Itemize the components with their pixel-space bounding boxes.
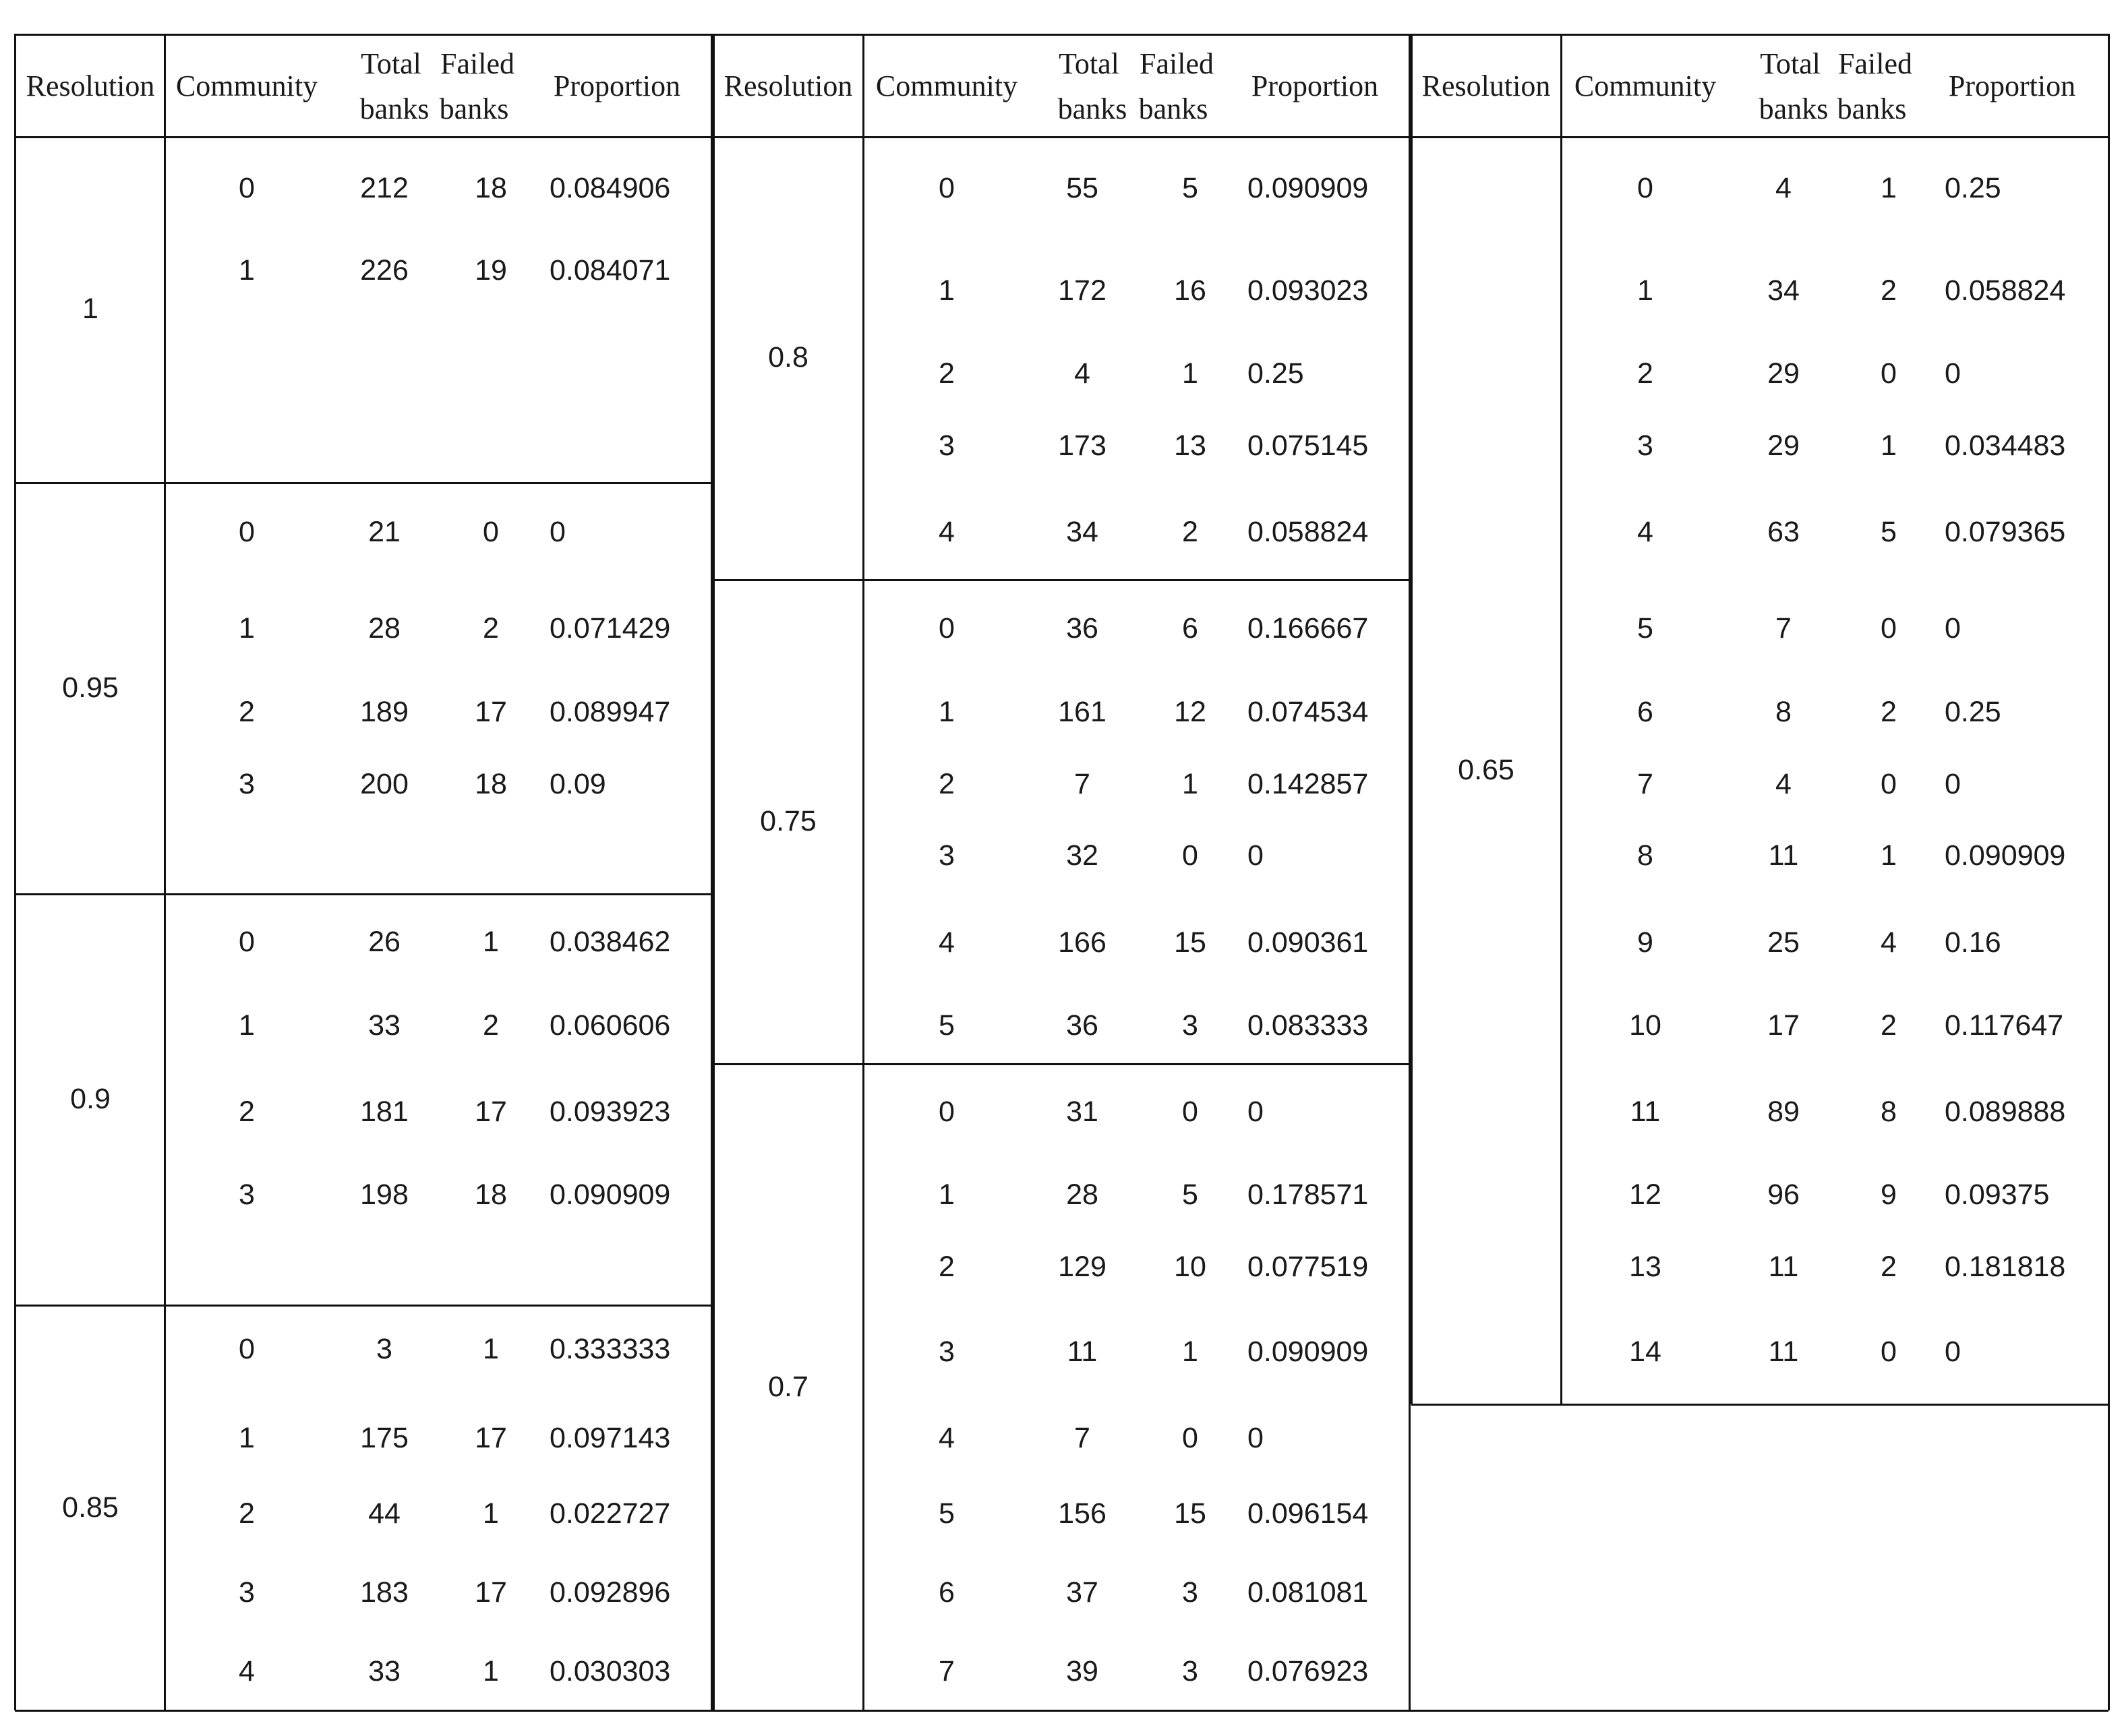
community-cell: 3 (239, 768, 255, 800)
proportion-cell: 0.022727 (550, 1497, 671, 1530)
proportion-cell: 0.058824 (1247, 516, 1369, 548)
proportion-cell: 0.333333 (550, 1333, 671, 1365)
community-cell: 0 (239, 926, 255, 958)
total-banks-cell: 4 (1074, 357, 1090, 390)
total-banks-cell: 8 (1775, 696, 1792, 728)
total-banks-cell: 166 (1058, 926, 1107, 959)
total-banks-cell: 11 (1067, 1336, 1098, 1368)
total-banks-cell: 55 (1066, 172, 1098, 204)
resolution-value: 0.75 (760, 805, 817, 837)
header-proportion: Proportion (1948, 69, 2076, 102)
proportion-cell: 0.090909 (1247, 1336, 1369, 1368)
failed-banks-cell: 1 (1881, 839, 1897, 872)
community-cell: 1 (239, 612, 255, 645)
total-banks-cell: 34 (1066, 516, 1098, 548)
community-cell: 3 (239, 1178, 255, 1211)
proportion-cell: 0.09375 (1945, 1178, 2050, 1211)
proportion-cell: 0.038462 (550, 926, 671, 958)
community-cell: 2 (939, 1251, 955, 1283)
proportion-cell: 0.076923 (1247, 1655, 1369, 1687)
header-rule (1411, 136, 2108, 138)
community-cell: 3 (239, 1576, 255, 1609)
failed-banks-cell: 1 (483, 1333, 499, 1365)
resolution-column-border (862, 34, 864, 1710)
total-banks-cell: 189 (360, 696, 409, 728)
failed-banks-cell: 5 (1182, 1178, 1198, 1211)
failed-banks-cell: 10 (1174, 1251, 1206, 1283)
community-cell: 0 (939, 172, 955, 204)
header-failed-line1: Failed (440, 47, 514, 80)
proportion-cell: 0.058824 (1945, 274, 2066, 307)
failed-banks-cell: 5 (1881, 516, 1897, 548)
proportion-cell: 0.166667 (1247, 612, 1369, 645)
total-banks-cell: 129 (1058, 1251, 1107, 1283)
header-failed-line2: banks (439, 92, 509, 125)
failed-banks-cell: 1 (483, 926, 499, 958)
failed-banks-cell: 0 (1881, 768, 1897, 800)
community-cell: 4 (939, 516, 955, 548)
total-banks-cell: 7 (1775, 612, 1792, 645)
failed-banks-cell: 1 (1881, 429, 1897, 462)
proportion-cell: 0.075145 (1247, 429, 1369, 462)
failed-banks-cell: 2 (483, 1009, 499, 1042)
total-banks-cell: 34 (1767, 274, 1800, 307)
community-cell: 5 (939, 1497, 955, 1530)
total-banks-cell: 36 (1066, 1009, 1098, 1042)
community-cell: 2 (239, 1497, 255, 1530)
total-banks-cell: 11 (1768, 1251, 1799, 1283)
community-cell: 6 (939, 1576, 955, 1609)
failed-banks-cell: 2 (1881, 274, 1897, 307)
failed-banks-cell: 0 (483, 516, 499, 548)
header-total-line1: Total (1059, 47, 1119, 80)
proportion-cell: 0.034483 (1945, 429, 2066, 462)
header-resolution: Resolution (724, 69, 853, 102)
total-banks-cell: 161 (1058, 696, 1107, 728)
header-community: Community (1574, 69, 1717, 102)
failed-banks-cell: 2 (1881, 696, 1897, 728)
header-proportion: Proportion (553, 69, 681, 102)
total-banks-cell: 7 (1074, 1422, 1090, 1454)
total-banks-cell: 36 (1066, 612, 1098, 645)
header-total-line2: banks (1759, 92, 1829, 125)
failed-banks-cell: 0 (1182, 1096, 1198, 1128)
community-cell: 2 (939, 357, 955, 390)
total-banks-cell: 3 (376, 1333, 392, 1365)
community-cell: 0 (239, 1333, 255, 1365)
total-banks-cell: 198 (360, 1178, 409, 1211)
community-cell: 0 (1637, 172, 1653, 204)
panel-bottom-rule (1411, 1404, 2108, 1406)
table-right-border (2108, 34, 2110, 1710)
total-banks-cell: 29 (1767, 429, 1800, 462)
community-cell: 1 (939, 696, 955, 728)
group-divider (713, 1063, 1409, 1065)
total-banks-cell: 4 (1775, 172, 1792, 204)
community-cell: 5 (1637, 612, 1653, 645)
proportion-cell: 0.16 (1945, 926, 2001, 959)
proportion-cell: 0 (550, 516, 566, 548)
failed-banks-cell: 3 (1182, 1009, 1198, 1042)
failed-banks-cell: 3 (1182, 1576, 1198, 1609)
failed-banks-cell: 17 (475, 696, 507, 728)
community-cell: 1 (939, 1178, 955, 1211)
total-banks-cell: 26 (368, 926, 401, 958)
proportion-cell: 0.090909 (1247, 172, 1369, 204)
failed-banks-cell: 5 (1182, 172, 1198, 204)
community-cell: 0 (239, 516, 255, 548)
proportion-cell: 0.074534 (1247, 696, 1369, 728)
community-cell: 4 (1637, 516, 1653, 548)
failed-banks-cell: 1 (483, 1497, 499, 1530)
header-rule (15, 136, 711, 138)
community-cell: 3 (939, 839, 955, 872)
failed-banks-cell: 0 (1881, 357, 1897, 390)
header-total-line1: Total (361, 47, 421, 80)
proportion-cell: 0.117647 (1945, 1009, 2064, 1042)
failed-banks-cell: 3 (1182, 1655, 1198, 1687)
community-cell: 12 (1629, 1178, 1661, 1211)
header-total-line2: banks (359, 92, 430, 125)
community-cell: 0 (239, 172, 255, 204)
header-total-line1: Total (1760, 47, 1821, 80)
header-failed-line2: banks (1837, 92, 1907, 125)
community-cell: 2 (239, 1096, 255, 1128)
resolution-value: 1 (82, 293, 98, 325)
resolution-column-border (164, 34, 166, 1710)
community-cell: 10 (1629, 1009, 1661, 1042)
total-banks-cell: 11 (1768, 1336, 1799, 1368)
proportion-cell: 0 (1945, 1336, 1961, 1368)
proportion-cell: 0.089947 (550, 696, 671, 728)
resolution-value: 0.9 (70, 1083, 111, 1115)
community-cell: 14 (1629, 1336, 1661, 1368)
header-failed-line2: banks (1138, 92, 1208, 125)
header-total-line2: banks (1057, 92, 1127, 125)
failed-banks-cell: 0 (1182, 839, 1198, 872)
community-cell: 0 (939, 1096, 955, 1128)
resolution-column-border (1560, 34, 1562, 1404)
group-divider (713, 579, 1409, 581)
failed-banks-cell: 1 (1881, 172, 1897, 204)
total-banks-cell: 173 (1058, 429, 1107, 462)
resolution-value: 0.95 (62, 671, 119, 704)
header-proportion: Proportion (1251, 69, 1379, 102)
failed-banks-cell: 2 (1881, 1009, 1897, 1042)
total-banks-cell: 200 (360, 768, 409, 800)
community-cell: 9 (1637, 926, 1653, 959)
proportion-cell: 0.090909 (550, 1178, 671, 1211)
proportion-cell: 0 (1247, 1096, 1264, 1128)
header-community: Community (175, 69, 318, 102)
community-cell: 4 (939, 1422, 955, 1454)
total-banks-cell: 89 (1767, 1096, 1800, 1128)
failed-banks-cell: 0 (1881, 1336, 1897, 1368)
total-banks-cell: 39 (1066, 1655, 1098, 1687)
proportion-cell: 0 (1247, 1422, 1264, 1454)
proportion-cell: 0 (1945, 768, 1961, 800)
total-banks-cell: 4 (1775, 768, 1792, 800)
total-banks-cell: 156 (1058, 1497, 1107, 1530)
proportion-cell: 0.083333 (1247, 1009, 1369, 1042)
proportion-cell: 0.25 (1945, 696, 2001, 728)
proportion-cell: 0.079365 (1945, 516, 2066, 548)
total-banks-cell: 29 (1767, 357, 1800, 390)
proportion-cell: 0.090361 (1247, 926, 1369, 959)
total-banks-cell: 33 (368, 1655, 401, 1687)
community-cell: 1 (1637, 274, 1653, 307)
table-top-rule (713, 34, 1409, 36)
community-cell: 8 (1637, 839, 1653, 872)
header-failed-line1: Failed (1838, 47, 1912, 80)
proportion-cell: 0 (1945, 357, 1961, 390)
total-banks-cell: 181 (360, 1096, 409, 1128)
failed-banks-cell: 17 (475, 1422, 507, 1454)
community-cell: 1 (239, 1009, 255, 1042)
proportion-cell: 0.09 (550, 768, 606, 800)
community-cell: 4 (239, 1655, 255, 1687)
failed-banks-cell: 18 (475, 768, 507, 800)
panel-left-border (713, 34, 715, 1710)
community-cell: 7 (939, 1655, 955, 1687)
community-cell: 1 (239, 1422, 255, 1454)
failed-banks-cell: 19 (475, 254, 507, 287)
community-cell: 1 (939, 274, 955, 307)
total-banks-cell: 32 (1066, 839, 1098, 872)
community-cell: 2 (1637, 357, 1653, 390)
failed-banks-cell: 0 (1881, 612, 1897, 645)
failed-banks-cell: 13 (1174, 429, 1206, 462)
failed-banks-cell: 9 (1881, 1178, 1897, 1211)
failed-banks-cell: 1 (1182, 357, 1198, 390)
total-banks-cell: 11 (1768, 839, 1799, 872)
proportion-cell: 0.093923 (550, 1096, 671, 1128)
resolution-value: 0.65 (1458, 753, 1514, 786)
failed-banks-cell: 6 (1182, 612, 1198, 645)
failed-banks-cell: 1 (1182, 768, 1198, 800)
total-banks-cell: 172 (1058, 274, 1107, 307)
failed-banks-cell: 4 (1881, 926, 1897, 959)
community-cell: 13 (1629, 1251, 1661, 1283)
proportion-cell: 0.093023 (1247, 274, 1369, 307)
proportion-cell: 0.178571 (1247, 1178, 1369, 1211)
community-cell: 0 (939, 612, 955, 645)
failed-banks-cell: 16 (1174, 274, 1206, 307)
total-banks-cell: 63 (1767, 516, 1800, 548)
failed-banks-cell: 17 (475, 1576, 507, 1609)
community-cell: 2 (239, 696, 255, 728)
community-cell: 4 (939, 926, 955, 959)
header-rule (713, 136, 1409, 138)
total-banks-cell: 226 (360, 254, 409, 287)
total-banks-cell: 28 (1066, 1178, 1098, 1211)
proportion-cell: 0.181818 (1945, 1251, 2066, 1283)
resolution-value: 0.7 (768, 1370, 808, 1403)
failed-banks-cell: 17 (475, 1096, 507, 1128)
community-cell: 3 (1637, 429, 1653, 462)
total-banks-cell: 21 (368, 516, 401, 548)
failed-banks-cell: 2 (483, 612, 499, 645)
header-resolution: Resolution (26, 69, 155, 102)
failed-banks-cell: 0 (1182, 1422, 1198, 1454)
total-banks-cell: 44 (368, 1497, 401, 1530)
proportion-cell: 0 (1945, 612, 1961, 645)
group-divider (15, 893, 711, 895)
failed-banks-cell: 18 (475, 1178, 507, 1211)
total-banks-cell: 17 (1767, 1009, 1800, 1042)
total-banks-cell: 25 (1767, 926, 1800, 959)
total-banks-cell: 28 (368, 612, 401, 645)
community-cell: 7 (1637, 768, 1653, 800)
proportion-cell: 0.090909 (1945, 839, 2066, 872)
total-banks-cell: 212 (360, 172, 409, 204)
failed-banks-cell: 15 (1174, 1497, 1206, 1530)
proportion-cell: 0.060606 (550, 1009, 671, 1042)
header-community: Community (875, 69, 1018, 102)
total-banks-cell: 37 (1066, 1576, 1098, 1609)
proportion-cell: 0.097143 (550, 1422, 671, 1454)
community-cell: 6 (1637, 696, 1653, 728)
proportion-cell: 0.084906 (550, 172, 671, 204)
proportion-cell: 0.071429 (550, 612, 671, 645)
header-resolution: Resolution (1421, 69, 1551, 102)
proportion-cell: 0.084071 (550, 254, 671, 287)
total-banks-cell: 7 (1074, 768, 1090, 800)
resolution-value: 0.85 (62, 1491, 119, 1524)
total-banks-cell: 31 (1066, 1096, 1098, 1128)
community-cell: 11 (1630, 1096, 1661, 1128)
proportion-cell: 0.077519 (1247, 1251, 1369, 1283)
panel-left-border (1411, 34, 1413, 1404)
total-banks-cell: 33 (368, 1009, 401, 1042)
proportion-cell: 0.096154 (1247, 1497, 1369, 1530)
failed-banks-cell: 12 (1174, 696, 1206, 728)
proportion-cell: 0.142857 (1247, 768, 1369, 800)
community-cell: 1 (239, 254, 255, 287)
table-top-rule (1411, 34, 2108, 36)
resolution-value: 0.8 (768, 341, 808, 373)
table-bottom-rule (15, 1710, 2108, 1712)
community-cell: 3 (939, 1336, 955, 1368)
proportion-cell: 0.089888 (1945, 1096, 2066, 1128)
failed-banks-cell: 1 (483, 1655, 499, 1687)
proportion-cell: 0.092896 (550, 1576, 671, 1609)
community-cell: 5 (939, 1009, 955, 1042)
failed-banks-cell: 15 (1174, 926, 1206, 959)
proportion-cell: 0.081081 (1247, 1576, 1369, 1609)
failed-banks-cell: 18 (475, 172, 507, 204)
group-divider (15, 482, 711, 484)
failed-banks-cell: 8 (1881, 1096, 1897, 1128)
failed-banks-cell: 2 (1182, 516, 1198, 548)
group-divider (15, 1305, 711, 1307)
community-cell: 3 (939, 429, 955, 462)
community-cell: 2 (939, 768, 955, 800)
proportion-cell: 0.030303 (550, 1655, 671, 1687)
failed-banks-cell: 2 (1881, 1251, 1897, 1283)
proportion-cell: 0.25 (1247, 357, 1304, 390)
total-banks-cell: 96 (1767, 1178, 1800, 1211)
proportion-cell: 0.25 (1945, 172, 2001, 204)
total-banks-cell: 175 (360, 1422, 409, 1454)
table-top-rule (15, 34, 711, 36)
header-failed-line1: Failed (1140, 47, 1214, 80)
total-banks-cell: 183 (360, 1576, 409, 1609)
panel-left-border (14, 34, 16, 1710)
failed-banks-cell: 1 (1182, 1336, 1198, 1368)
proportion-cell: 0 (1247, 839, 1264, 872)
